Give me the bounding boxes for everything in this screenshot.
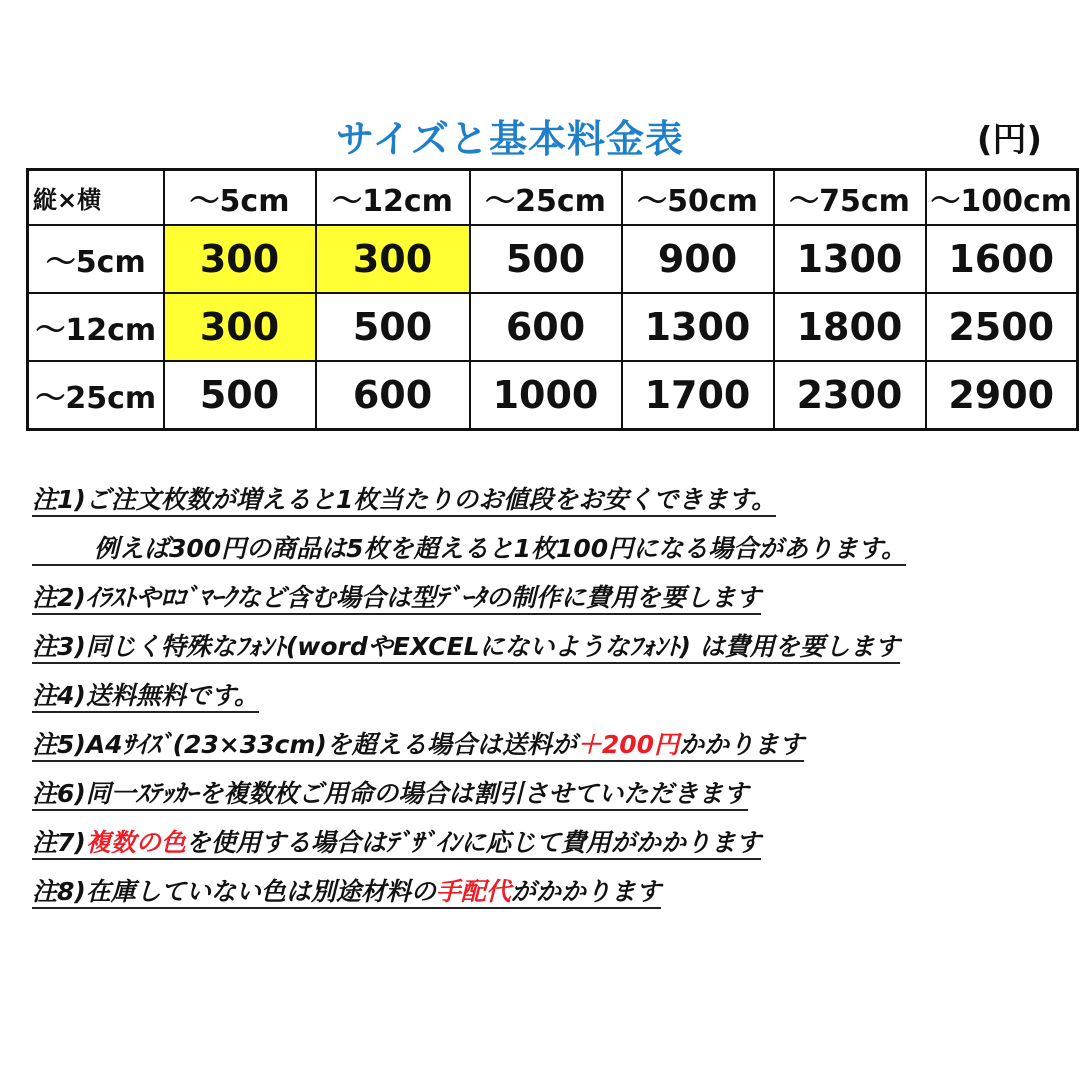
note-text: 注1)ご注文枚数が増えると1枚当たりのお値段をお安くできます。 — [32, 485, 776, 517]
column-header: ～50cm — [622, 170, 774, 226]
note-text: 注2)ｲﾗｽﾄやﾛｺﾞﾏｰｸなど含む場合は型ﾃﾞｰﾀの制作に費用を要します — [32, 583, 761, 615]
corner-header: 縦×横 — [28, 170, 164, 226]
multiple-colors-highlight: 複数の色 — [85, 828, 186, 857]
note-text: 注4)送料無料です。 — [32, 681, 259, 713]
currency-unit: (円) — [976, 120, 1042, 160]
note-text: を使用する場合はﾃﾞｻﾞｲﾝに応じて費用がかかります — [185, 828, 761, 857]
column-header: ～12cm — [316, 170, 470, 226]
note-2 — [32, 578, 1062, 627]
price-cell: 2900 — [926, 361, 1078, 430]
note-text: 注7) — [32, 828, 86, 857]
price-cell: 1000 — [470, 361, 622, 430]
price-cell: 1700 — [622, 361, 774, 430]
price-cell: 1600 — [926, 225, 1078, 293]
arrangement-fee-highlight: 手配代 — [435, 877, 511, 906]
price-cell: 900 — [622, 225, 774, 293]
table-row — [28, 225, 1078, 293]
page-title — [0, 108, 1080, 163]
note-text: かかります — [679, 730, 805, 759]
note-text: 注6)同一ｽﾃｯｶｰを複数枚ご用命の場合は割引させていただきます — [32, 779, 748, 811]
price-cell: 500 — [316, 293, 470, 361]
price-table — [26, 168, 1079, 431]
table-row — [28, 361, 1078, 430]
note-line — [32, 877, 661, 909]
note-text: がかかります — [510, 877, 661, 906]
note-5 — [32, 725, 1062, 774]
price-cell: 600 — [470, 293, 622, 361]
column-header: ～5cm — [164, 170, 316, 226]
row-header: ～5cm — [28, 225, 164, 293]
note-text: 注8)在庫していない色は別途材料の — [32, 877, 436, 906]
note-1-example — [32, 529, 1062, 578]
price-cell: 600 — [316, 361, 470, 430]
price-cell: 1800 — [774, 293, 926, 361]
column-header: ～75cm — [774, 170, 926, 226]
note-text: 注5)A4ｻｲｽﾞ(23×33cm)を超える場合は送料が — [32, 730, 577, 759]
column-header: ～25cm — [470, 170, 622, 226]
note-line — [32, 730, 804, 762]
note-3 — [32, 627, 1062, 676]
table-row — [28, 293, 1078, 361]
note-6 — [32, 774, 1062, 823]
price-cell: 1300 — [774, 225, 926, 293]
note-4 — [32, 676, 1062, 725]
title-text: サイズと基本料金表 — [336, 117, 684, 161]
price-cell: 500 — [470, 225, 622, 293]
column-header: ～100cm — [926, 170, 1078, 226]
notes-list — [32, 480, 1062, 921]
price-cell-highlighted: 300 — [164, 293, 316, 361]
note-text: 注3)同じく特殊なﾌｫﾝﾄ(wordやEXCELにないようなﾌｫﾝﾄ) は費用を要します — [32, 632, 900, 664]
note-8 — [32, 872, 1062, 921]
price-cell: 1300 — [622, 293, 774, 361]
note-1 — [32, 480, 1062, 529]
shipping-fee-highlight: ＋200円 — [576, 730, 680, 759]
note-line — [32, 828, 761, 860]
price-cell-highlighted: 300 — [164, 225, 316, 293]
price-cell-highlighted: 300 — [316, 225, 470, 293]
price-cell: 2500 — [926, 293, 1078, 361]
note-text: 例えば300円の商品は5枚を超えると1枚100円になる場合があります。 — [32, 534, 906, 566]
price-cell: 2300 — [774, 361, 926, 430]
note-7 — [32, 823, 1062, 872]
row-header: ～25cm — [28, 361, 164, 430]
table-header-row — [28, 170, 1078, 226]
price-cell: 500 — [164, 361, 316, 430]
row-header: ～12cm — [28, 293, 164, 361]
